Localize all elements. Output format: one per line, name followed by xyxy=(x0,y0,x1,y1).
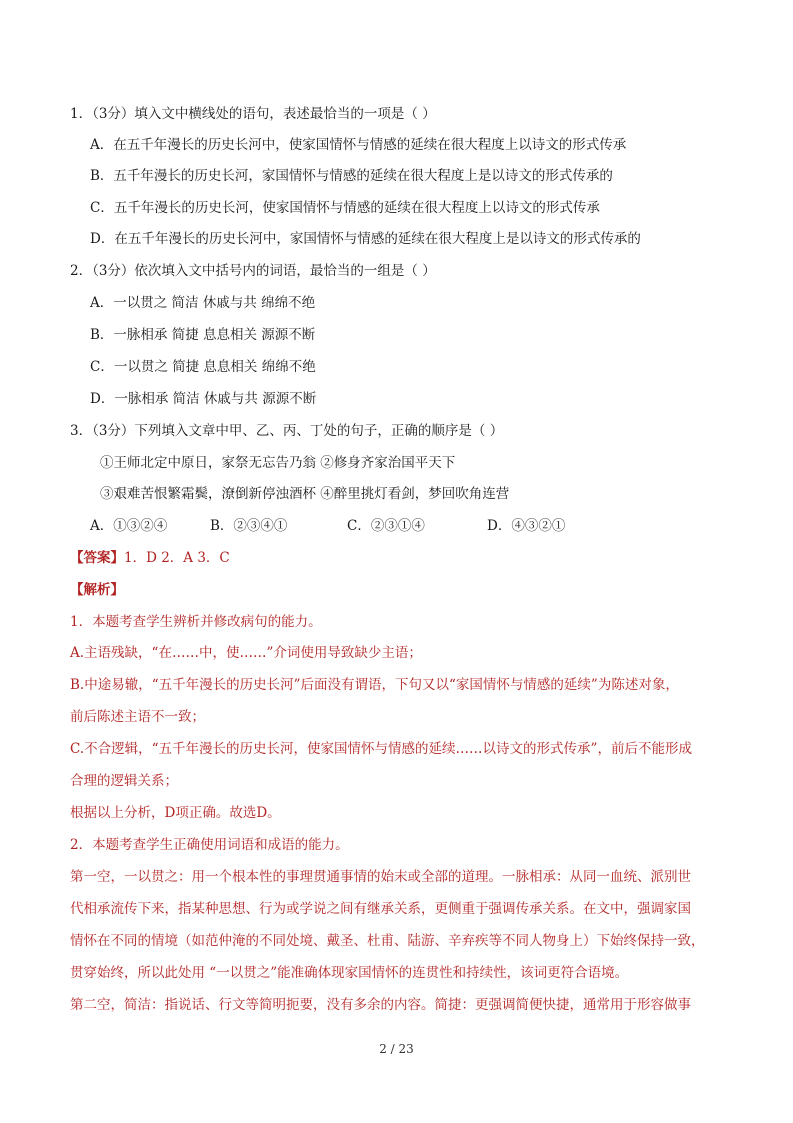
question-1-option-c: C．五千年漫长的历史长河，使家国情怀与情感的延续在很大程度上以诗文的形式传承 xyxy=(90,200,600,216)
analysis-line-3: B.中途易辙，“五千年漫长的历史长河”后面没有谓语，下句又以“家国情怀与情感的延续”为陈述对象， xyxy=(70,677,679,693)
answer-line xyxy=(70,548,230,568)
analysis-line-10: 代相承流传下来，指某种思想、行为或学说之间有继承关系，更侧重于强调传承关系。在文中，强调家国 xyxy=(70,901,691,917)
page-number: 2 / 23 xyxy=(379,1042,414,1056)
question-3-sentences-1: ①王师北定中原日，家祭无忘告乃翁 ②修身齐家治国平天下 xyxy=(100,455,456,471)
question-3-choice-d: D．④③②① xyxy=(487,518,566,534)
analysis-line-13: 第二空，简洁：指说话、行文等简明扼要，没有多余的内容。简捷：更强调简便快捷，通常用于形容做事 xyxy=(70,997,691,1013)
analysis-line-9: 第一空，一以贯之：用一个根本性的事理贯通事情的始末或全部的道理。一脉相承：从同一血统、派别世 xyxy=(70,869,691,885)
question-1-stem: 1．（3分）填入文中横线处的语句，表述最恰当的一项是（ ） xyxy=(70,106,436,122)
question-3-choice-a: A．①③②④ xyxy=(90,518,168,534)
question-3-stem: 3．（3分）下列填入文章中甲、乙、丙、丁处的句子，正确的顺序是（ ） xyxy=(70,423,504,439)
analysis-tag: 【解析】 xyxy=(70,582,124,598)
question-2-stem: 2．（3分）依次填入文中括号内的词语，最恰当的一组是（ ） xyxy=(70,263,436,279)
question-1-option-d: D．在五千年漫长的历史长河中，家国情怀与情感的延续在很大程度上是以诗文的形式传承的 xyxy=(90,231,641,247)
question-2-option-d: D．一脉相承 简洁 休戚与共 源源不断 xyxy=(90,391,317,407)
question-1-option-a: A．在五千年漫长的历史长河中，使家国情怀与情感的延续在很大程度上以诗文的形式传承 xyxy=(90,137,627,153)
question-2-option-b: B．一脉相承 简捷 息息相关 源源不断 xyxy=(90,327,316,343)
analysis-line-12: 贯穿始终，所以此处用 “一以贯之”能准确体现家国情怀的连贯性和持续性，该词更符合语境。 xyxy=(70,965,629,981)
question-3-sentences-2: ③艰难苦恨繁霜鬓，潦倒新停浊酒杯 ④醉里挑灯看剑，梦回吹角连营 xyxy=(100,486,510,502)
question-3-choices xyxy=(90,516,565,536)
analysis-line-8: 2．本题考查学生正确使用词语和成语的能力。 xyxy=(70,837,349,853)
question-1-option-b: B．五千年漫长的历史长河，家国情怀与情感的延续在很大程度上是以诗文的形式传承的 xyxy=(90,168,613,184)
analysis-line-4: 前后陈述主语不一致； xyxy=(70,709,205,725)
analysis-line-7: 根据以上分析，D项正确。故选D。 xyxy=(70,805,281,821)
question-2-option-c: C．一以贯之 简捷 息息相关 绵绵不绝 xyxy=(90,359,316,375)
analysis-line-5: C.不合逻辑，“五千年漫长的历史长河，使家国情怀与情感的延续……以诗文的形式传承”，前后不能形成 xyxy=(70,741,692,757)
question-2-option-a: A．一以贯之 简洁 休戚与共 绵绵不绝 xyxy=(90,295,316,311)
analysis-line-6: 合理的逻辑关系； xyxy=(70,773,178,789)
question-3-choice-c: C．②③①④ xyxy=(347,518,425,534)
analysis-line-11: 情怀在不同的情境（如范仲淹的不同处境、戴圣、杜甫、陆游、辛弃疾等不同人物身上）下始终保持一致， xyxy=(70,933,705,949)
question-3-choice-b: B．②③④① xyxy=(210,518,288,534)
answer-tag: 【答案】 xyxy=(70,550,124,566)
analysis-line-1: 1．本题考查学生辨析并修改病句的能力。 xyxy=(70,614,322,630)
answer-text: 1．D 2．A 3．C xyxy=(124,550,230,566)
analysis-line-2: A.主语残缺，“在……中，使……”介词使用导致缺少主语； xyxy=(70,645,422,661)
